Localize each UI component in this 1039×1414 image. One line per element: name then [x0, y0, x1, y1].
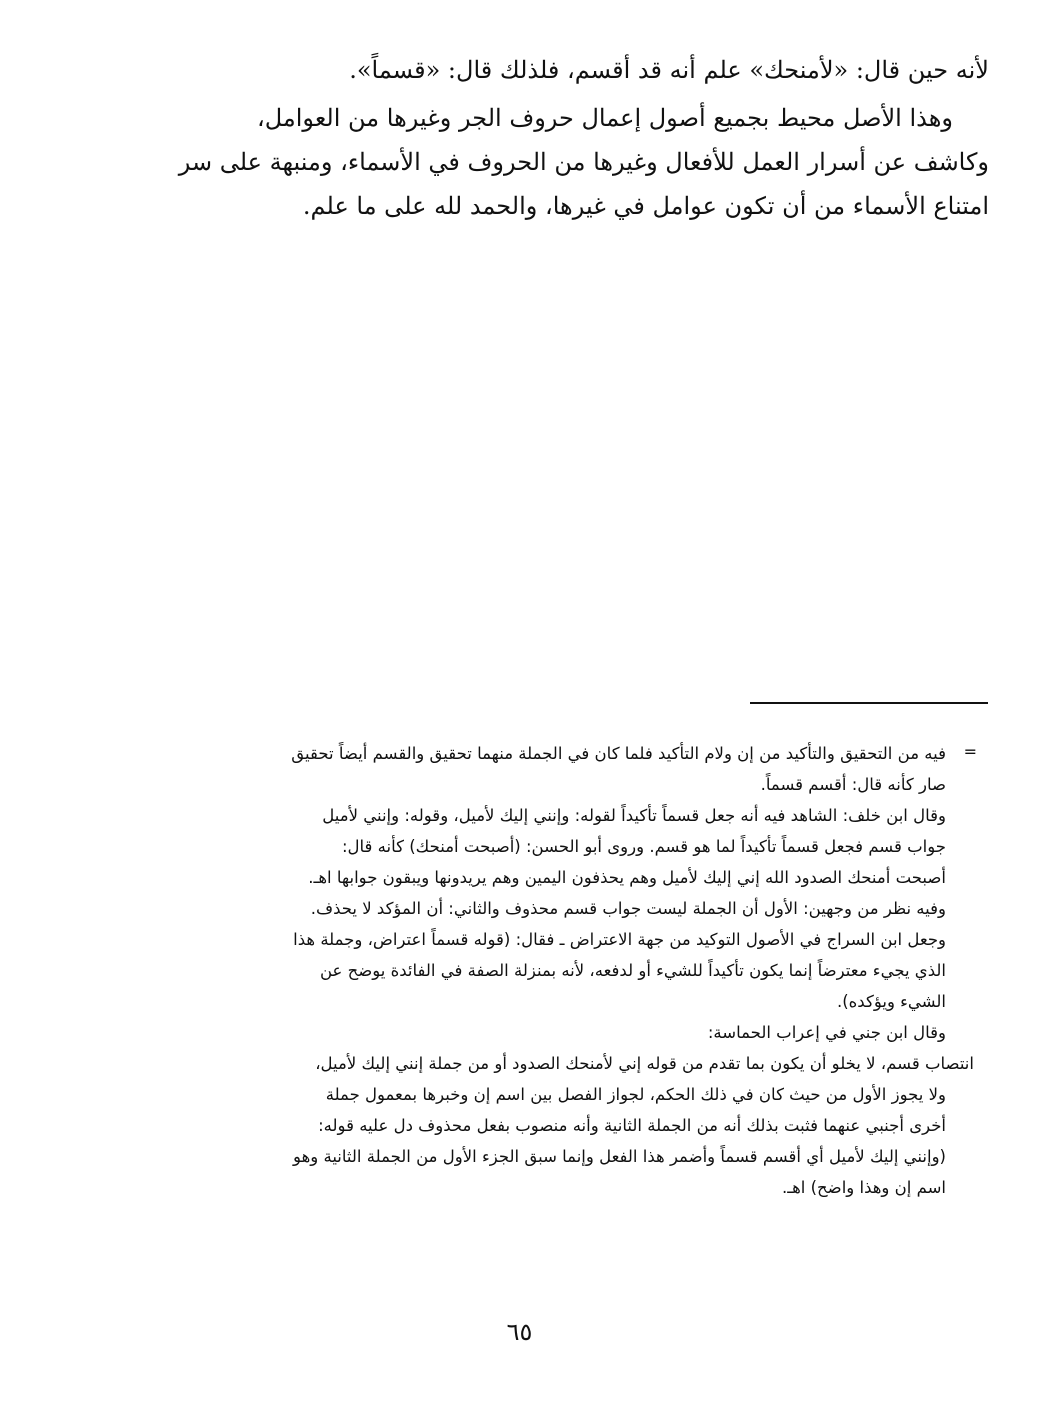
main-text-block [70, 48, 989, 228]
footnotes-block [70, 738, 974, 1203]
footnote-line: وجعل ابن السراج في الأصول التوكيد من جهة الاعتراض ـ فقال: (قوله قسماً اعتراض، وجملة هذا [293, 930, 946, 949]
footnote-line: اسم إن وهذا واضح) اهـ. [781, 1178, 946, 1197]
footnote-line: وفيه نظر من وجهين: الأول أن الجملة ليست جواب قسم محذوف والثاني: أن المؤكد لا يحذف. [310, 899, 946, 918]
footnote-line: (وإنني إليك لأميل أي أقسم قسماً وأضمر هذا الفعل وإنما سبق الجزء الأول من الجملة الثانية وهو [293, 1147, 946, 1166]
main-text-line: وكاشف عن أسرار العمل للأفعال وغيرها من الحروف في الأسماء، ومنبهة على سر [178, 148, 989, 176]
main-text-line: امتناع الأسماء من أن تكون عوامل في غيرها، والحمد لله على ما علم. [302, 192, 989, 220]
main-text-line: لأنه حين قال: «لأمنحك» علم أنه قد أقسم، فلذلك قال: «قسماً». [349, 56, 989, 84]
footnote-line: صار كأنه قال: أقسم قسماً. [760, 775, 946, 794]
footnote-line: جواب قسم فجعل قسماً تأكيداً لما هو قسم. وروى أبو الحسن: (أصبحت أمنحك) كأنه قال: [341, 837, 946, 856]
footnote-line: الذي يجيء معترضاً إنما يكون تأكيداً للشيء أو لدفعه، لأنه بمنزلة الصفة في الفائدة يوضح عن [319, 961, 946, 980]
footnote-line: أصبحت أمنحك الصدود الله إني إليك لأميل وهم يحذفون اليمين وهم يريدونها ويبقون جوابها اهـ. [308, 868, 946, 887]
footnote-line: فيه من التحقيق والتأكيد من إن ولام التأكيد فلما كان في الجملة منهما تحقيق والقسم أيضاً تحقيق [291, 744, 946, 763]
main-text-line: وهذا الأصل محيط بجميع أصول إعمال حروف الجر وغيرها من العوامل، [256, 104, 953, 132]
footnote-separator [750, 702, 988, 704]
footnote-continuation-marker: = [963, 742, 977, 761]
footnote-line: انتصاب قسم، لا يخلو أن يكون بما تقدم من قوله إني لأمنحك الصدود أو من جملة إنني إليك لأميل، [315, 1054, 974, 1073]
footnote-line: أخرى أجنبي عنهما فثبت بذلك أنه من الجملة الثانية وأنه منصوب بفعل محذوف دل عليه قوله: [318, 1116, 946, 1135]
footnote-line: ولا يجوز الأول من حيث كان في ذلك الحكم، لجواز الفصل بين اسم إن وخبرها بمعمول جملة [325, 1085, 946, 1104]
page-number: ٦٥ [506, 1318, 533, 1346]
footnote-line: وقال ابن خلف: الشاهد فيه أنه جعل قسماً تأكيداً لقوله: وإنني إليك لأميل، وقوله: وإنني لأميل [322, 806, 946, 825]
footnote-line: وقال ابن جني في إعراب الحماسة: [707, 1023, 946, 1042]
footnote-line: الشيء ويؤكده). [836, 992, 946, 1011]
